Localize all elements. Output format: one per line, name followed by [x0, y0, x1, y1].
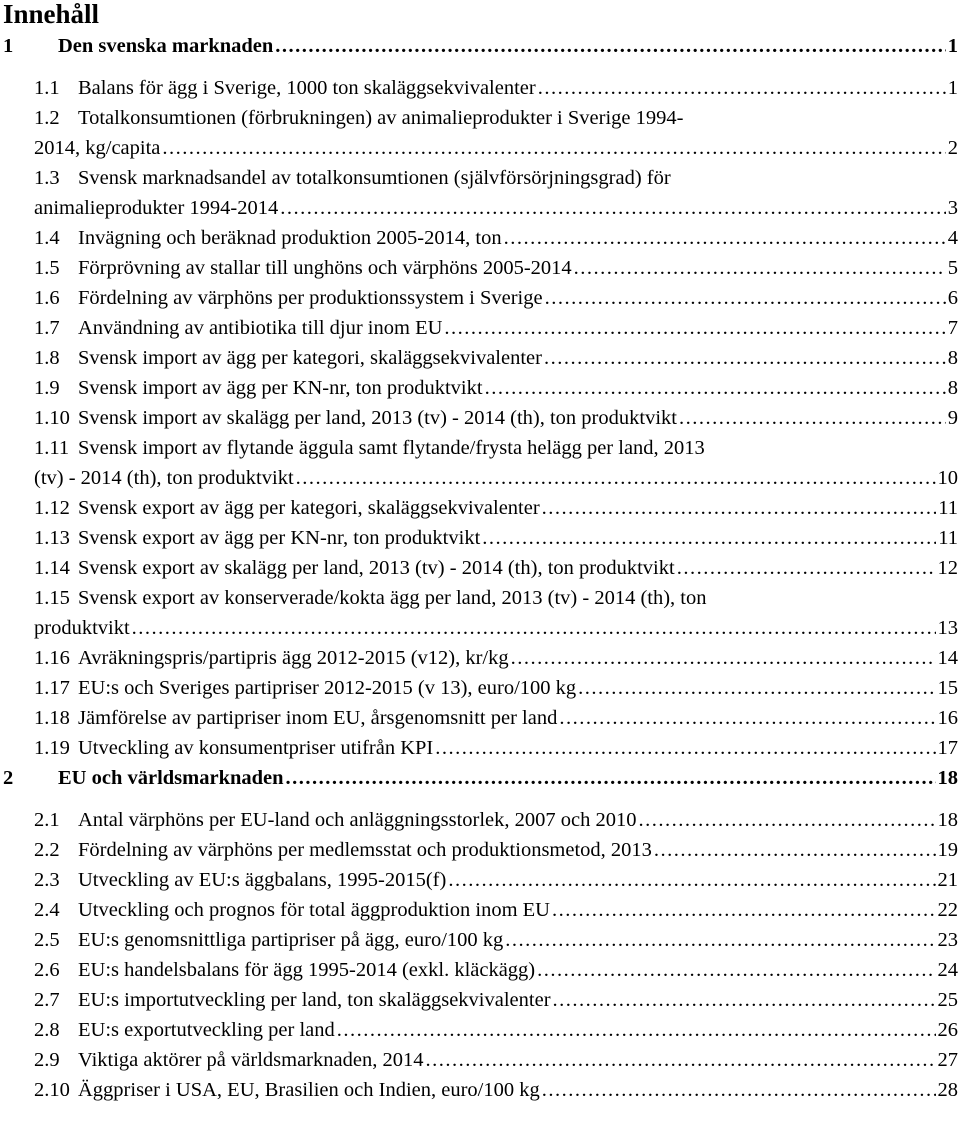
toc-entry-title: Den svenska marknaden: [58, 35, 274, 57]
toc-entry-page: 15: [937, 677, 958, 699]
toc-entry-number: 1.15: [34, 587, 70, 609]
toc-dot-leader: [485, 373, 946, 403]
toc-entry-title: Utveckling av EU:s äggbalans, 1995-2015(f): [78, 869, 447, 891]
toc-entry-number: 2.2: [34, 839, 60, 861]
toc-entry-page: 18: [937, 809, 958, 831]
toc-entry-page: 18: [937, 767, 958, 789]
toc-dot-leader: [482, 523, 936, 553]
toc-dot-leader: [537, 955, 935, 985]
toc-entry-number: 1.19: [34, 737, 70, 759]
toc-entry[interactable]: [0, 583, 958, 643]
toc-entry-title: Svensk marknadsandel av totalkonsumtionen (självförsörjningsgrad) för: [78, 167, 671, 189]
toc-entry[interactable]: [0, 1075, 958, 1105]
toc-dot-leader: [545, 283, 946, 313]
toc-entry-title: Svensk export av konserverade/kokta ägg per land, 2013 (tv) - 2014 (th), ton: [78, 587, 707, 609]
toc-entry-page: 27: [937, 1049, 958, 1071]
toc-entry-page: 25: [937, 989, 958, 1011]
toc-entry-page: 26: [937, 1019, 958, 1041]
toc-entry-number: 1.7: [34, 317, 60, 339]
toc-entry[interactable]: [0, 433, 958, 493]
toc-entry-page: 22: [937, 899, 958, 921]
toc-entry-page: 13: [937, 617, 958, 639]
toc-entry[interactable]: [0, 163, 958, 223]
toc-entry-title: Invägning och beräknad produktion 2005-2014, ton: [78, 227, 502, 249]
toc-entry[interactable]: [0, 763, 958, 793]
toc-entry-title: Svensk export av ägg per kategori, skaläggsekvivalenter: [78, 497, 540, 519]
toc-entry-title: Viktiga aktörer på världsmarknaden, 2014: [78, 1049, 424, 1071]
toc-entry-title: EU:s handelsbalans för ägg 1995-2014 (exkl. kläckägg): [78, 959, 536, 981]
toc-entry-number: 2.6: [34, 959, 60, 981]
toc-entry-page: 19: [937, 839, 958, 861]
toc-entry-number: 1.2: [34, 107, 60, 129]
toc-dot-leader: [435, 733, 935, 763]
toc-entry-title: EU:s och Sveriges partipriser 2012-2015 (v 13), euro/100 kg: [78, 677, 577, 699]
toc-entry-title: Balans för ägg i Sverige, 1000 ton skaläggsekvivalenter: [78, 77, 536, 99]
toc-entry-number: 1.17: [34, 677, 70, 699]
toc-entry-title: animalieprodukter 1994-2014: [34, 197, 279, 219]
toc-entry-page: 5: [947, 257, 958, 279]
toc-dot-leader: [559, 703, 935, 733]
toc-entry[interactable]: [0, 805, 958, 835]
toc-dot-leader: [542, 493, 937, 523]
toc-dot-leader: [425, 1045, 935, 1075]
toc-entry-number: 1.9: [34, 377, 60, 399]
toc-entry-title: Svensk import av ägg per KN-nr, ton produktvikt: [78, 377, 483, 399]
toc-dot-leader: [677, 553, 936, 583]
toc-entry-number: 1.13: [34, 527, 70, 549]
toc-dot-leader: [286, 763, 936, 793]
toc-entry[interactable]: [0, 493, 958, 523]
toc-entry-number: 2.4: [34, 899, 60, 921]
toc-entry-page: 23: [937, 929, 958, 951]
toc-dot-leader: [162, 133, 945, 163]
toc-entry-page: 3: [947, 197, 958, 219]
toc-entry[interactable]: [0, 523, 958, 553]
toc-entry-number: 2.7: [34, 989, 60, 1011]
toc-entry-title: Svensk export av ägg per KN-nr, ton produktvikt: [78, 527, 481, 549]
toc-dot-leader: [448, 865, 935, 895]
toc-entry-page: 2: [947, 137, 958, 159]
toc-entry[interactable]: [0, 103, 958, 163]
toc-entry-page: 11: [938, 497, 958, 519]
toc-entry-title: Avräkningspris/partipris ägg 2012-2015 (v12), kr/kg: [78, 647, 509, 669]
toc-entry-number: 1.10: [34, 407, 70, 429]
toc-entry[interactable]: [0, 673, 958, 703]
toc-entry[interactable]: [0, 985, 958, 1015]
toc-entry-page: 1: [947, 77, 958, 99]
toc-entry[interactable]: [0, 925, 958, 955]
toc-entry-title: Antal värphöns per EU-land och anläggningsstorlek, 2007 och 2010: [78, 809, 637, 831]
toc-entry-number: 1.3: [34, 167, 60, 189]
toc-entry[interactable]: [0, 895, 958, 925]
toc-entry-number: 1.18: [34, 707, 70, 729]
toc-dot-leader: [574, 253, 946, 283]
toc-entry-number: 2.5: [34, 929, 60, 951]
toc-dot-leader: [337, 1015, 936, 1045]
toc-title: Innehåll: [3, 0, 100, 29]
toc-dot-leader: [654, 835, 936, 865]
toc-dot-leader: [544, 343, 946, 373]
toc-entry-title: EU:s importutveckling per land, ton skaläggsekvivalenter: [78, 989, 551, 1011]
toc-dot-leader: [578, 673, 935, 703]
toc-entry-title: Fördelning av värphöns per medlemsstat och produktionsmetod, 2013: [78, 839, 652, 861]
toc-entry-number: 2.10: [34, 1079, 70, 1101]
toc-entry[interactable]: [0, 283, 958, 313]
toc-entry[interactable]: [0, 253, 958, 283]
toc-entry-number: 1.8: [34, 347, 60, 369]
toc-entry-number: 2.8: [34, 1019, 60, 1041]
toc-entry-number: 2.9: [34, 1049, 60, 1071]
toc-dot-leader: [296, 463, 936, 493]
toc-entry-title: Utveckling och prognos för total äggproduktion inom EU: [78, 899, 550, 921]
toc-entry-title: 2014, kg/capita: [34, 137, 161, 159]
toc-entry[interactable]: [0, 313, 958, 343]
toc-entry-page: 6: [947, 287, 958, 309]
toc-entry[interactable]: [0, 553, 958, 583]
toc-dot-leader: [275, 31, 945, 61]
toc-entry[interactable]: [0, 223, 958, 253]
toc-entry-title: Totalkonsumtionen (förbrukningen) av animalieprodukter i Sverige 1994-: [78, 107, 684, 129]
toc-entry-number: 2: [3, 767, 14, 789]
toc-dot-leader: [444, 313, 945, 343]
toc-entry-page: 7: [947, 317, 958, 339]
toc-entry-title: Utveckling av konsumentpriser utifrån KPI: [78, 737, 434, 759]
toc-entry[interactable]: [0, 835, 958, 865]
toc-dot-leader: [132, 613, 936, 643]
toc-entry-page: 14: [937, 647, 958, 669]
toc-dot-leader: [639, 805, 936, 835]
toc-entry[interactable]: [0, 373, 958, 403]
toc-entry-title: Användning av antibiotika till djur inom EU: [78, 317, 443, 339]
toc-entry[interactable]: [0, 703, 958, 733]
toc-entry[interactable]: [0, 955, 958, 985]
toc-entry-title: Förprövning av stallar till unghöns och värphöns 2005-2014: [78, 257, 572, 279]
toc-dot-leader: [679, 403, 946, 433]
toc-entry-title: Fördelning av värphöns per produktionssystem i Sverige: [78, 287, 543, 309]
toc-entry-number: 2.1: [34, 809, 60, 831]
toc-entry-title: Svensk import av skalägg per land, 2013 (tv) - 2014 (th), ton produktvikt: [78, 407, 677, 429]
toc-entry-number: 1: [3, 35, 14, 57]
toc-entry-page: 8: [947, 347, 958, 369]
toc-entry[interactable]: [0, 31, 958, 61]
toc-entry-page: 1: [947, 35, 958, 57]
toc-entry-page: 8: [947, 377, 958, 399]
toc-entry[interactable]: [0, 1045, 958, 1075]
toc-entry-page: 16: [937, 707, 958, 729]
toc-entry-page: 4: [947, 227, 958, 249]
toc-entry-title: Svensk import av flytande äggula samt flytande/frysta helägg per land, 2013: [78, 437, 705, 459]
toc-entry[interactable]: [0, 73, 958, 103]
toc-entry-title: Svensk export av skalägg per land, 2013 (tv) - 2014 (th), ton produktvikt: [78, 557, 675, 579]
toc-entry-number: 1.12: [34, 497, 70, 519]
toc-entry-number: 1.1: [34, 77, 60, 99]
toc-entry[interactable]: [0, 1015, 958, 1045]
toc-entry[interactable]: [0, 403, 958, 433]
toc-entry-page: 11: [938, 527, 958, 549]
toc-dot-leader: [505, 925, 935, 955]
toc-entry-title: (tv) - 2014 (th), ton produktvikt: [34, 467, 294, 489]
toc-entry[interactable]: [0, 643, 958, 673]
toc-dot-leader: [553, 985, 936, 1015]
toc-entry-title: EU och världsmarknaden: [58, 767, 284, 789]
toc-entry-page: 9: [947, 407, 958, 429]
toc-entry-title: Jämförelse av partipriser inom EU, årsgenomsnitt per land: [78, 707, 558, 729]
toc-dot-leader: [504, 223, 946, 253]
toc-entry-title: EU:s exportutveckling per land: [78, 1019, 335, 1041]
toc-entry-number: 1.4: [34, 227, 60, 249]
toc-dot-leader: [552, 895, 936, 925]
toc-dot-leader: [542, 1075, 936, 1105]
toc-entry-title: Äggpriser i USA, EU, Brasilien och Indien, euro/100 kg: [78, 1079, 540, 1101]
toc-entry-title: Svensk import av ägg per kategori, skaläggsekvivalenter: [78, 347, 542, 369]
toc-entry-number: 1.16: [34, 647, 70, 669]
toc-entry-page: 17: [937, 737, 958, 759]
toc-dot-leader: [511, 643, 936, 673]
toc-entry-number: 1.5: [34, 257, 60, 279]
toc-entry[interactable]: [0, 865, 958, 895]
toc-entry-number: 1.6: [34, 287, 60, 309]
toc-entry[interactable]: [0, 733, 958, 763]
toc-entry-title: EU:s genomsnittliga partipriser på ägg, euro/100 kg: [78, 929, 504, 951]
toc-entry-page: 10: [937, 467, 958, 489]
toc-dot-leader: [538, 73, 946, 103]
toc-entry-title: produktvikt: [34, 617, 130, 639]
toc-entry-number: 1.14: [34, 557, 70, 579]
toc-entry-page: 24: [937, 959, 958, 981]
toc-entry-number: 2.3: [34, 869, 60, 891]
toc-entry-page: 21: [937, 869, 958, 891]
toc-entry-page: 28: [937, 1079, 958, 1101]
toc-entry-number: 1.11: [34, 437, 70, 459]
toc-dot-leader: [280, 193, 946, 223]
toc-entry-page: 12: [937, 557, 958, 579]
toc-entry[interactable]: [0, 343, 958, 373]
